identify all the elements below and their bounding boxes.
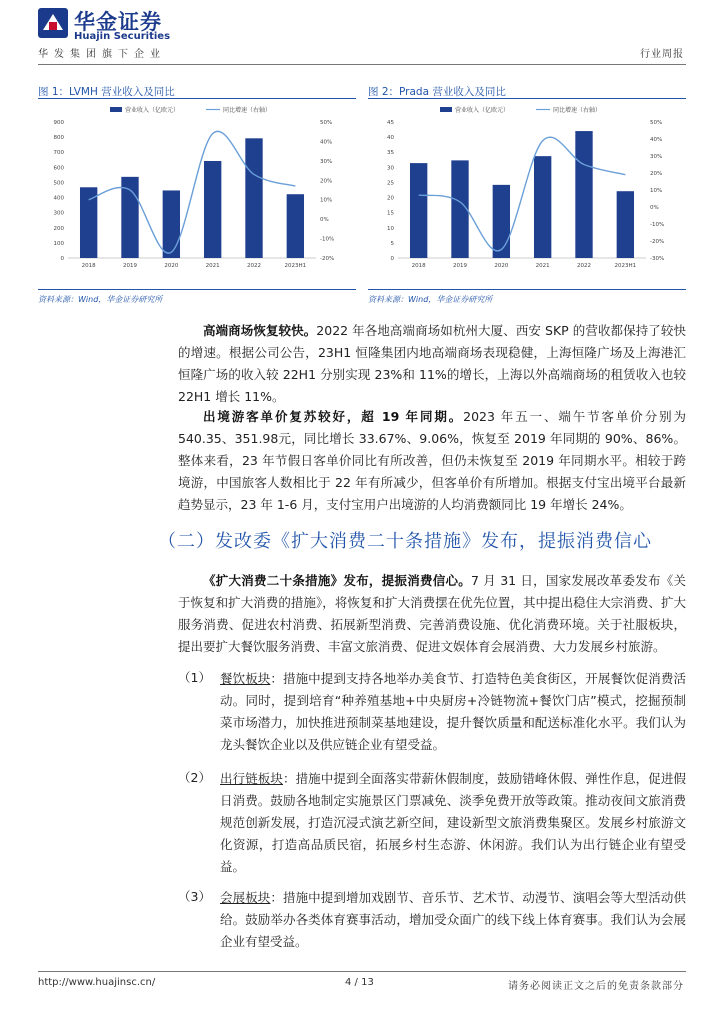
right-axis-tick: 0%	[650, 205, 659, 211]
list-item-number: （1）	[178, 670, 211, 685]
x-axis-tick: 2021	[535, 263, 550, 269]
figure1-source: 资料来源：Wind，华金证券研究所	[38, 295, 163, 304]
figure2-source: 资料来源：Wind，华金证券研究所	[368, 295, 493, 304]
revenue-bar	[575, 131, 592, 258]
list-item-number: （3）	[178, 889, 211, 904]
legend-label-line: 同比增速（右轴）	[553, 107, 602, 114]
legend-swatch-bars	[110, 107, 122, 112]
right-axis-tick: 20%	[650, 171, 663, 177]
right-axis-tick: 40%	[320, 139, 333, 146]
revenue-bar	[121, 177, 138, 258]
left-axis-tick: 0	[60, 256, 64, 262]
x-axis-tick: 2018	[81, 263, 96, 269]
company-logo-icon	[38, 8, 68, 38]
growth-rate-line	[89, 131, 296, 253]
right-axis-tick: 10%	[320, 197, 333, 204]
figure1-title: 图 1：LVMH 营业收入及同比	[38, 86, 175, 98]
paragraph-lead: 高端商场恢复较快。	[203, 323, 317, 338]
x-axis-tick: 2022	[577, 263, 591, 269]
x-axis-tick: 2020	[494, 263, 509, 269]
list-item-body: ：措施中提到增加戏剧节、音乐节、艺术节、动漫节、演唱会等大型活动供给。鼓励举办各类体育赛事活动，增加受众面广的线下线上体育赛事。我们认为会展企业有望受益。	[220, 890, 686, 949]
report-type: 行业周报	[640, 49, 684, 60]
x-axis-tick: 2018	[411, 263, 426, 269]
x-axis-tick: 2019	[453, 263, 467, 269]
growth-rate-line	[419, 137, 626, 251]
figure1-bottom-rule	[38, 289, 356, 290]
right-axis-tick: 0%	[320, 217, 329, 224]
right-axis-tick: -20%	[650, 239, 665, 245]
left-axis-tick: 300	[53, 210, 64, 217]
paragraph-body: 2022 年各地高端商场如杭州大厦、西安 SKP 的营收都保持了较快的增速。根据公司公告，23H1 恒隆集团内地高端商场表现稳健，上海恒隆广场及上海港汇恒隆广场的收入较 22H1 分别实现 23%和 11%的增长，上海以外高端商场的租赁收入也较 22H1 增长 11%。	[178, 323, 686, 404]
paragraph-high-end-malls	[178, 320, 686, 408]
footer-disclaimer: 请务必阅读正文之后的免责条款部分	[508, 981, 684, 992]
list-item-text	[220, 768, 686, 878]
list-item-label: 餐饮板块	[220, 671, 271, 686]
left-axis-tick: 400	[53, 195, 64, 202]
right-axis-tick: 30%	[320, 158, 333, 165]
right-axis-tick: 30%	[650, 154, 663, 160]
company-name-en: Huajin Securities	[74, 31, 171, 42]
revenue-bar	[493, 185, 510, 258]
figure1-top-rule	[38, 98, 356, 99]
right-axis-tick: 20%	[320, 178, 333, 185]
list-item	[178, 668, 686, 756]
left-axis-tick: 800	[53, 135, 64, 142]
list-item-text	[220, 668, 686, 756]
right-axis-tick: 50%	[320, 120, 333, 126]
left-axis-tick: 100	[53, 240, 64, 247]
paragraph-lead: 出境游客单价复苏较好，超 19 年同期。	[203, 409, 464, 424]
left-axis-tick: 0	[390, 256, 394, 262]
revenue-bar	[287, 194, 304, 258]
lvmh-revenue-chart	[38, 100, 356, 280]
left-axis-tick: 20	[387, 195, 394, 202]
left-axis-tick: 25	[387, 180, 394, 187]
left-axis-tick: 600	[53, 165, 64, 172]
left-axis-tick: 200	[53, 225, 64, 232]
left-axis-tick: 30	[387, 165, 394, 172]
left-axis-tick: 500	[53, 180, 64, 187]
paragraph-outbound-travel	[178, 406, 686, 516]
left-axis-tick: 15	[387, 210, 394, 217]
left-axis-tick: 900	[53, 120, 64, 126]
right-axis-tick: -30%	[650, 256, 665, 262]
list-item-body: ：措施中提到支持各地举办美食节、打造特色美食街区，开展餐饮促消费活动。同时，提到培育“种养殖基地+中央厨房+冷链物流+餐饮门店”模式，挖掘预制菜市场潜力，加快推进预制菜基地建设，提升餐饮质量和配送标准化水平。我们认为龙头餐饮企业以及供应链企业有望受益。	[220, 671, 686, 752]
x-axis-tick: 2023H1	[284, 263, 307, 269]
section-title: （二）发改委《扩大消费二十条措施》发布，提振消费信心	[158, 531, 652, 552]
x-axis-tick: 2020	[164, 263, 179, 269]
list-item-body: ：措施中提到全面落实带薪休假制度，鼓励错峰休假、弹性作息，促进假日消费。鼓励各地制定实施景区门票减免、淡季免费开放等政策。推动夜间文旅消费规范创新发展，打造沉浸式演艺新空间，建设新型文旅消费集聚区。发展乡村旅游文化资源，打造高品质民宿，拓展乡村生态游、休闲游。我们认为出行链企业有望受益。	[220, 771, 686, 874]
paragraph-consumption-measures	[178, 570, 686, 658]
company-name-cn: 华金证券	[74, 10, 162, 34]
prada-revenue-chart	[368, 100, 686, 280]
right-axis-tick: 40%	[650, 137, 663, 143]
revenue-bar	[410, 163, 427, 258]
revenue-bar	[245, 138, 262, 258]
group-tagline: 华发集团旗下企业	[38, 49, 166, 60]
page-number: 4 / 13	[345, 977, 374, 988]
legend-label-bars: 营业收入（亿欧元）	[455, 107, 510, 114]
x-axis-tick: 2021	[205, 263, 220, 269]
list-item-number: （2）	[178, 770, 211, 785]
right-axis-tick: -10%	[320, 236, 335, 243]
footer-url-link[interactable]: http://www.huajinsc.cn/	[38, 977, 156, 988]
revenue-bar	[163, 190, 180, 258]
revenue-bar	[534, 156, 551, 258]
right-axis-tick: 10%	[650, 188, 663, 194]
paragraph-body: 2023 年五一、端午节客单价分别为 540.35、351.98元，同比增长 33.67%、9.06%，恢复至 2019 年同期的 90%、86%。整体来看，23 年节假日客单价同比有所改善，但仍未恢复至 2019 年同期水平。相较于跨境游，中国旅客人数相比于 22 年有所减少，但客单价有所增加。根据支付宝出境平台最新趋势显示，23 年 1-6 月，支付宝用户出境游的人均消费额同比 19 年增长 24%。	[178, 409, 686, 512]
x-axis-tick: 2022	[247, 263, 261, 269]
list-item-text	[220, 887, 686, 953]
left-axis-tick: 10	[387, 225, 394, 232]
list-item-label: 出行链板块	[220, 771, 283, 786]
left-axis-tick: 40	[387, 135, 394, 142]
x-axis-tick: 2019	[123, 263, 137, 269]
paragraph-lead: 《扩大消费二十条措施》发布，提振消费信心。	[203, 573, 472, 588]
list-item-label: 会展板块	[220, 890, 271, 905]
right-axis-tick: -20%	[320, 256, 335, 262]
figure2-top-rule	[368, 98, 686, 99]
left-axis-tick: 35	[387, 150, 394, 157]
left-axis-tick: 45	[387, 120, 394, 126]
legend-swatch-bars	[440, 107, 452, 112]
list-item	[178, 768, 686, 878]
right-axis-tick: 50%	[650, 120, 663, 126]
list-item	[178, 887, 686, 953]
paragraph-body: 7 月 31 日，国家发展改革委发布《关于恢复和扩大消费的措施》，将恢复和扩大消费摆在优先位置，其中提出稳住大宗消费、扩大服务消费、促进农村消费、拓展新型消费、完善消费设施、优化消费环境。关于社服板块，提出要扩大餐饮服务消费、丰富文旅消费、促进文娱体育会展消费、大力发展乡村旅游。	[178, 573, 686, 654]
left-axis-tick: 5	[390, 240, 394, 247]
header-divider	[38, 64, 686, 65]
figure2-title: 图 2：Prada 营业收入及同比	[368, 86, 506, 98]
legend-label-line: 同比增速（右轴）	[223, 107, 272, 114]
figure2-bottom-rule	[368, 289, 686, 290]
left-axis-tick: 700	[53, 150, 64, 157]
footer-divider	[38, 971, 686, 972]
right-axis-tick: -10%	[650, 222, 665, 228]
revenue-bar	[80, 187, 97, 258]
revenue-bar	[204, 161, 221, 258]
revenue-bar	[617, 191, 634, 258]
legend-label-bars: 营业收入（亿欧元）	[125, 107, 180, 114]
x-axis-tick: 2023H1	[614, 263, 637, 269]
